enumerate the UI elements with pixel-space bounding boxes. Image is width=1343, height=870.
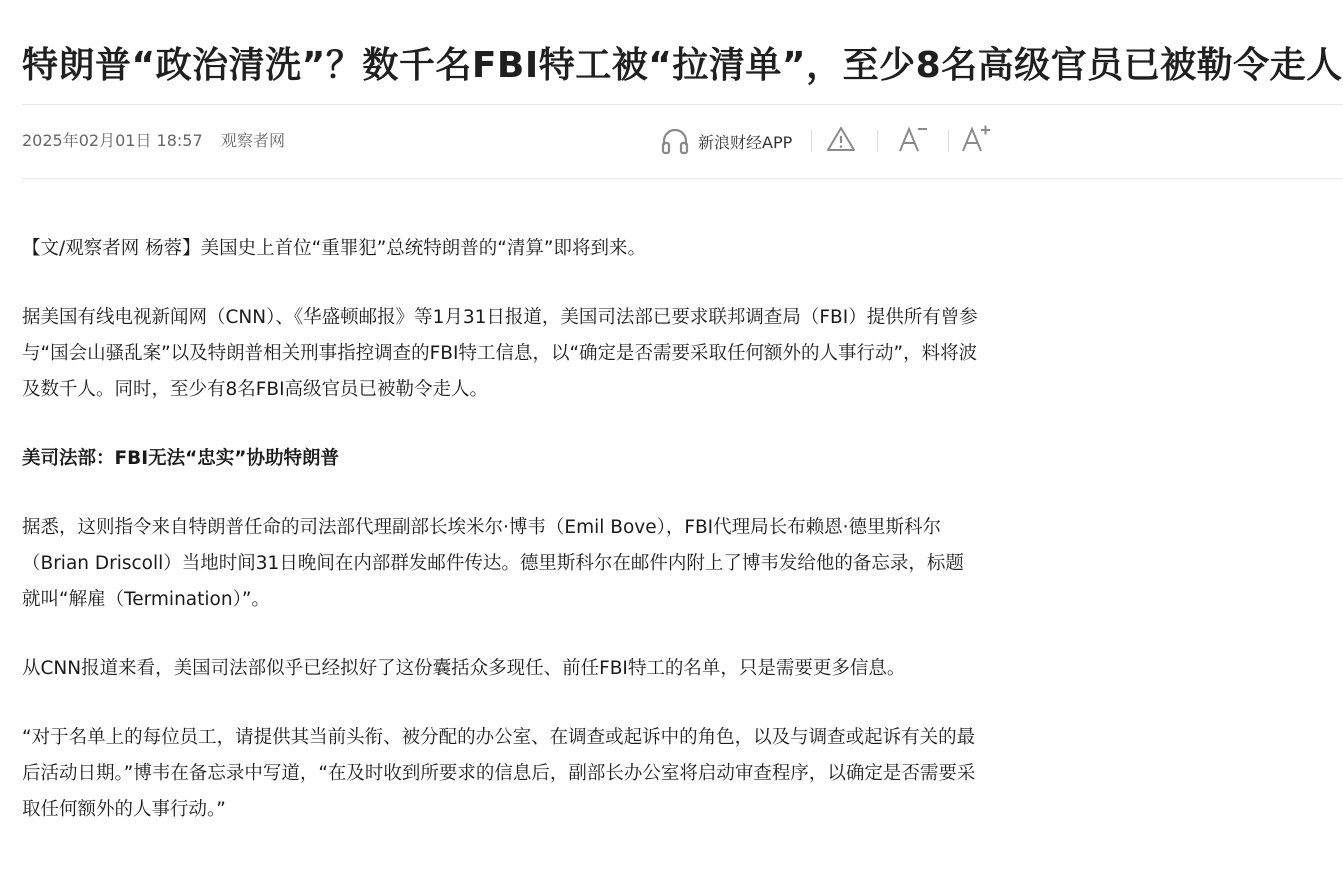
title-divider	[22, 104, 1343, 105]
article-paragraph: 【文/观察者网 杨蓉】美国史上首位“重罪犯”总统特朗普的“清算”即将到来。	[22, 238, 646, 259]
app-label: 新浪财经APP	[698, 132, 793, 152]
toolbar-separator	[811, 130, 812, 152]
meta-divider	[22, 178, 1343, 179]
warning-icon	[826, 125, 856, 157]
article-paragraph: “对于名单上的每位员工，请提供其当前头衔、被分配的办公室、在调查或起诉中的角色，以及与调查或起诉有关的最后活动日期。”博韦在备忘录中写道，“在及时收到所要求的信息后，副部长办公室将启动审查程序，以确定是否需要采取任何额外的人事行动。”	[22, 727, 976, 820]
article-paragraph: 据悉，这则指令来自特朗普任命的司法部代理副部长埃米尔·博韦（Emil Bove），FBI代理局长布赖恩·德里斯科尔（Brian Driscoll）当地时间31日晚间在内部群发邮件传达。德里斯科尔在邮件内附上了博韦发给他的备忘录，标题就叫“解雇（Termination）”。	[22, 517, 964, 610]
font-increase-icon	[960, 123, 992, 159]
article-paragraph: 据美国有线电视新闻网（CNN）、《华盛顿邮报》等1月31日报道，美国司法部已要求联邦调查局（FBI）提供所有曾参与“国会山骚乱案”以及特朗普相关刑事指控调查的FBI特工信息，以“确定是否需要采取任何额外的人事行动”，料将波及数千人。同时，至少有8名FBI高级官员已被勒令走人。	[22, 307, 978, 400]
font-increase-button[interactable]	[956, 122, 996, 160]
article-body	[22, 231, 982, 861]
font-decrease-button[interactable]	[893, 122, 933, 160]
article-title: 特朗普“政治清洗”？数千名FBI特工被“拉清单”，至少8名高级官员已被勒令走人	[22, 45, 1343, 87]
article-paragraph: 从CNN报道来看，美国司法部似乎已经拟好了这份囊括众多现任、前任FBI特工的名单，只是需要更多信息。	[22, 658, 906, 679]
section-heading: 美司法部：FBI无法“忠实”协助特朗普	[22, 448, 339, 469]
font-decrease-icon	[897, 123, 929, 159]
publish-date: 2025年02月01日 18:57	[22, 131, 203, 150]
report-button[interactable]	[821, 122, 861, 160]
toolbar-separator	[877, 130, 878, 152]
source-link[interactable]: 观察者网	[221, 131, 286, 150]
toolbar-separator	[948, 130, 949, 152]
headphones-icon	[660, 127, 690, 155]
app-download-link[interactable]	[660, 124, 792, 158]
